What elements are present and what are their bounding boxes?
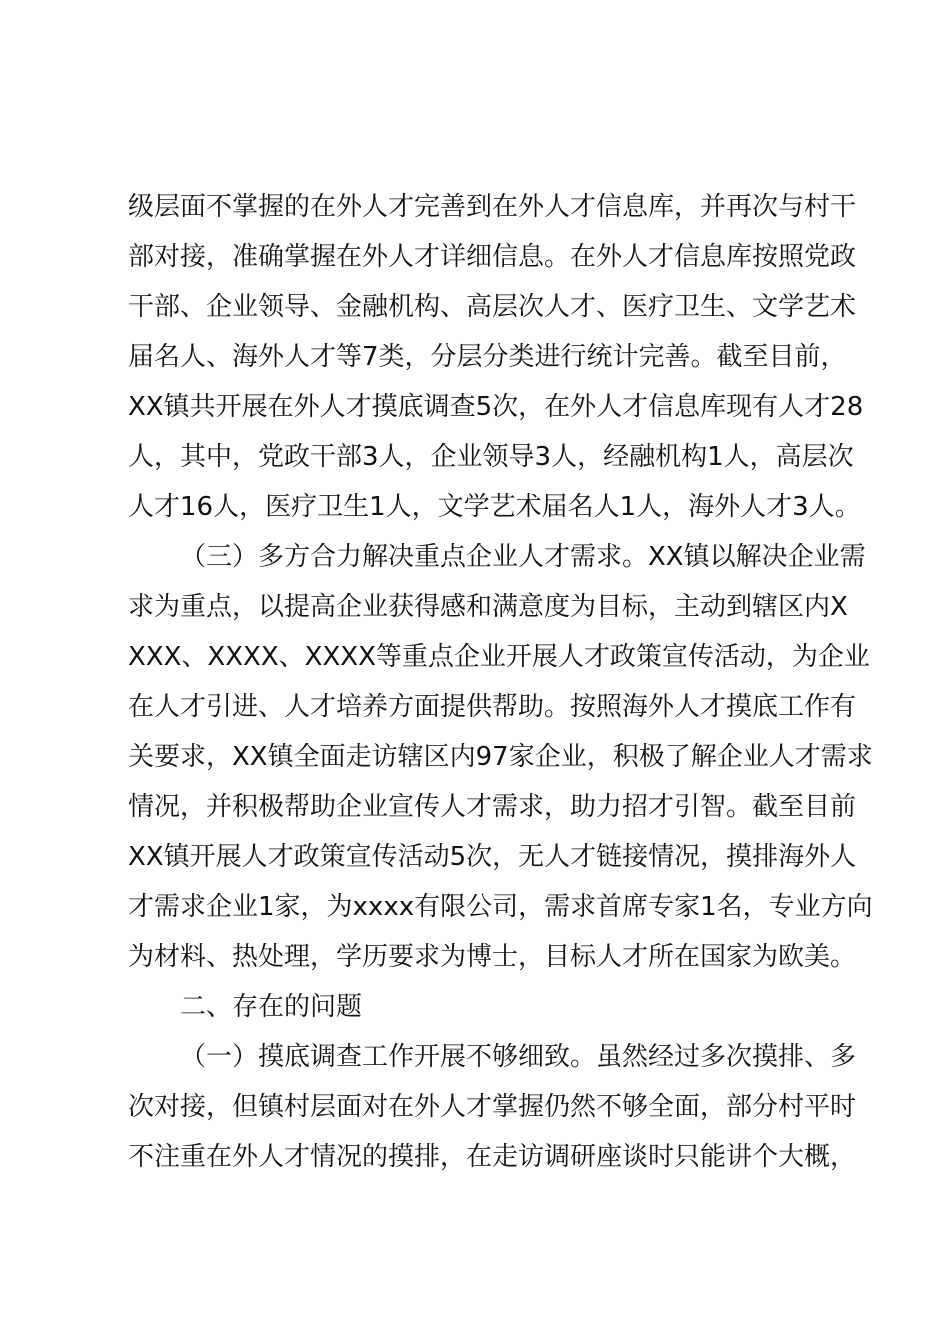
text-line: XX镇开展人才政策宣传活动5次，无人才链接情况，摸排海外人 [128,842,857,872]
section-heading-line: （三）多方合力解决重点企业人才需求。XX镇以解决企业需 [180,542,866,572]
text-line: 在人才引进、人才培养方面提供帮助。按照海外人才摸底工作有 [128,692,857,722]
section-heading-line: （一）摸底调查工作开展不够细致。虽然经过多次摸排、多 [180,1042,857,1072]
text-line: 关要求，XX镇全面走访辖区内97家企业，积极了解企业人才需求 [128,742,873,772]
text-line: 届名人、海外人才等7类，分层分类进行统计完善。截至目前， [128,342,847,372]
text-line: 为材料、热处理，学历要求为博士，目标人才所在国家为欧美。 [128,942,857,972]
text-line: 干部、企业领导、金融机构、高层次人才、医疗卫生、文学艺术 [128,292,857,322]
text-line: 级层面不掌握的在外人才完善到在外人才信息库，并再次与村干 [128,192,857,222]
chapter-heading: 二、存在的问题 [180,992,363,1022]
text-line: XX镇共开展在外人才摸底调查5次，在外人才信息库现有人才28 [128,392,864,422]
text-line: 人，其中，党政干部3人，企业领导3人，经融机构1人，高层次 [128,442,854,472]
text-line: 不注重在外人才情况的摸排，在走访调研座谈时只能讲个大概， [128,1142,857,1172]
text-line: 情况，并积极帮助企业宣传人才需求，助力招才引智。截至目前 [128,792,857,822]
text-line: 次对接，但镇村层面对在外人才掌握仍然不够全面，部分村平时 [128,1092,857,1122]
text-line: 才需求企业1家，为xxxx有限公司，需求首席专家1名，专业方向 [128,892,873,922]
text-line: 部对接，准确掌握在外人才详细信息。在外人才信息库按照党政 [128,242,857,272]
text-line: 求为重点，以提高企业获得感和满意度为目标，主动到辖区内X [128,592,848,622]
document-body [128,182,873,1182]
text-line: 人才16人，医疗卫生1人，文学艺术届名人1人，海外人才3人。 [128,492,861,522]
text-line: XXX、XXXX、XXXX等重点企业开展人才政策宣传活动，为企业 [128,642,870,672]
